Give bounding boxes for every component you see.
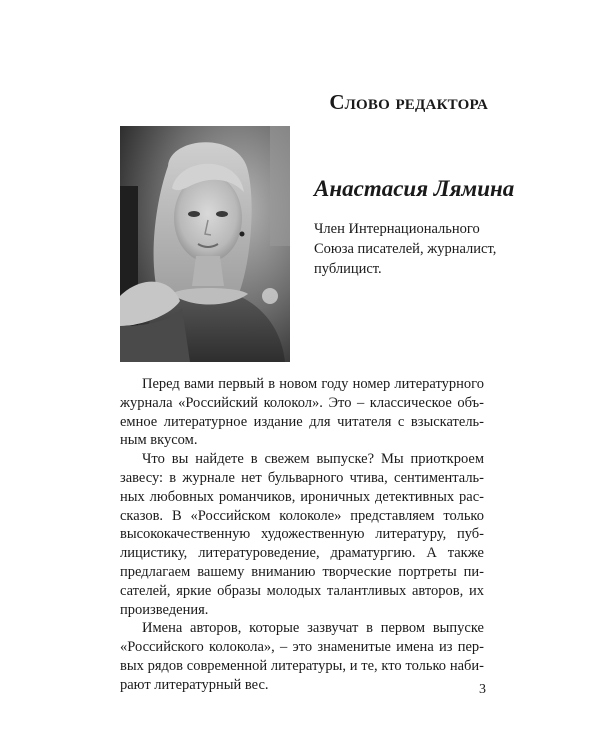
text-line: Что вы найдете в свежем выпуске? Мы приоткроем (142, 451, 484, 468)
text-line: журнала «Российский колокол». Это – классическое объ- (120, 394, 484, 411)
text-line: сателей, яркие образы молодых талантливых авторов, их (120, 582, 484, 599)
text-line: вых рядов современной литературы, и те, кто только наби- (120, 657, 484, 674)
text-line: завесу: в журнале нет бульварного чтива, сентименталь- (120, 469, 484, 486)
text-line: лицистику, литературоведение, драматургию. А также (120, 545, 484, 562)
text-line: высококачественную художественную литературу, пуб- (120, 526, 484, 543)
text-line: предлагаем вашему вниманию творческие портреты пи- (120, 563, 484, 580)
text-line: рают литературный вес. (120, 676, 269, 693)
author-photo (120, 126, 290, 362)
author-name: Анастасия Лямина (314, 176, 515, 201)
text-line: ным вкусом. (120, 432, 198, 449)
page-number: 3 (479, 682, 486, 697)
section-title: Слово редактора (329, 90, 488, 114)
text-line: Имена авторов, которые зазвучат в первом выпуске (142, 620, 484, 637)
author-bio-line: Союза писателей, журналист, (314, 241, 497, 257)
text-line: произведения. (120, 601, 209, 618)
author-bio-line: публицист. (314, 261, 382, 277)
text-line: ных любовных романчиков, ироничных детективных рас- (120, 488, 484, 505)
text-line: сказов. В «Российском колоколе» представляем только (120, 507, 484, 524)
text-line: «Российского колокола», – это знаменитые имена из пер- (120, 639, 484, 656)
paragraph-3 (120, 619, 484, 694)
paragraph-1 (120, 375, 484, 450)
paragraph-2 (120, 450, 484, 619)
author-bio (314, 219, 514, 279)
author-bio-line: Член Интернационального (314, 221, 480, 237)
text-line: Перед вами первый в новом году номер литературного (142, 376, 484, 392)
text-line: емное литературное издание для читателя с взыскатель- (120, 413, 484, 430)
editorial-body (120, 375, 484, 695)
